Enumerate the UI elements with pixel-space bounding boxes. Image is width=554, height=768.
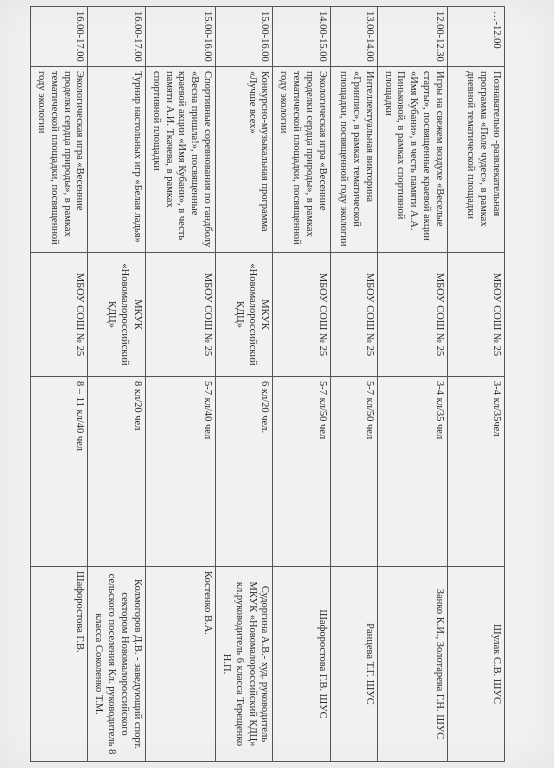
time-cell: 16.00-17.00 (31, 7, 88, 67)
responsible-cell: Шулак С.В. ШУС (447, 567, 504, 762)
place-cell: МБОУ СОШ № 25 (273, 253, 330, 377)
event-cell: Познавательно -развлекательная программа «Поле чудес», в рамках дневной тематической площадки (447, 67, 504, 253)
table-row (377, 7, 447, 762)
rotated-page (30, 6, 505, 761)
event-cell: Игры на свежем воздухе «Веселые старты», посвященные краевой акции «Имя Кубани», в честь памяти А.А. Пиньковой, в рамках спортивной площадки (377, 67, 447, 253)
time-cell: 14.00-15.00 (273, 7, 330, 67)
table-row (273, 7, 330, 762)
table-row (31, 7, 88, 762)
place-cell: МБОУ СОШ № 25 (330, 253, 377, 377)
event-cell: Конкурсно-музыкальная программа «Лучше всех» (216, 67, 273, 253)
participants-cell: 8 кл/20 чел (88, 377, 145, 567)
participants-cell: 5-7 кл/40 чел (145, 377, 215, 567)
responsible-cell: Костенко В.А. (145, 567, 215, 762)
event-cell: Экологическая игра «Весенние проделки сердца природы», в рамках тематической площадки, посвященной году экологии (273, 67, 330, 253)
participants-cell: 8 – 11 кл/40 чел (31, 377, 88, 567)
place-cell: МКУК «Новомалороссийский КДЦ» (88, 253, 145, 377)
table-row (145, 7, 215, 762)
table-row (88, 7, 145, 762)
place-cell: МБОУ СОШ № 25 (447, 253, 504, 377)
table-row (216, 7, 273, 762)
participants-cell: 5-7 кл/50 чел (330, 377, 377, 567)
event-cell: Экологическая игра «Весенние проделки сердца природы», в рамках тематической площадки, посвященной году экологии (31, 67, 88, 253)
responsible-cell: Шафоростова Г.В. (31, 567, 88, 762)
participants-cell: 3-4 кл/35чел (447, 377, 504, 567)
time-cell: 12.00-12.30 (377, 7, 447, 67)
place-cell: МКУК «Новомалороссийский КДЦ» (216, 253, 273, 377)
responsible-cell: Ранцева Т.Г. ШУС (330, 567, 377, 762)
responsible-cell: Шафоростова Г.В. ШУС (273, 567, 330, 762)
place-cell: МБОУ СОШ № 25 (145, 253, 215, 377)
participants-cell: 3-4 кл/35 чел (377, 377, 447, 567)
schedule-table (30, 6, 505, 762)
place-cell: МБОУ СОШ № 25 (377, 253, 447, 377)
participants-cell: 6 кл/20 чел. (216, 377, 273, 567)
table-row (330, 7, 377, 762)
participants-cell: 5-7 кл/50 чел (273, 377, 330, 567)
time-cell: 15.00-16.00 (145, 7, 215, 67)
time-cell: 16.00-17.00 (88, 7, 145, 67)
event-cell: Турнир настольных игр «Белая ладья» (88, 67, 145, 253)
event-cell: Спортивные соревнования по гандболу «Весна пришла!», посвященные краевой акции «Имя Кубани», в честь памяти А.И. Ткачева, в рамках спортивной площадки (145, 67, 215, 253)
responsible-cell: Судоргина А.В.- худ. руководитель МКУК «Новомалороссийский КДЦ» кл.руководитель 6 класса Терещенко Н.П. (216, 567, 273, 762)
place-cell: МБОУ СОШ № 25 (31, 253, 88, 377)
table-row (447, 7, 504, 762)
time-cell: …-12.00 (447, 7, 504, 67)
event-cell: Интеллектуальная викторина «Гринпис», в рамках тематической площадки, посвященной году экологии (330, 67, 377, 253)
responsible-cell: Занко К.И., Золотарева Г.Н. ШУС (377, 567, 447, 762)
time-cell: 13.00-14.00 (330, 7, 377, 67)
time-cell: 15.00-16.00 (216, 7, 273, 67)
responsible-cell: Колмогоров Д.В. - заведующий спорт. сектором Новомалороссийского сельского поселения Кл. руководитель 8 класса Соколенко Т.М. (88, 567, 145, 762)
